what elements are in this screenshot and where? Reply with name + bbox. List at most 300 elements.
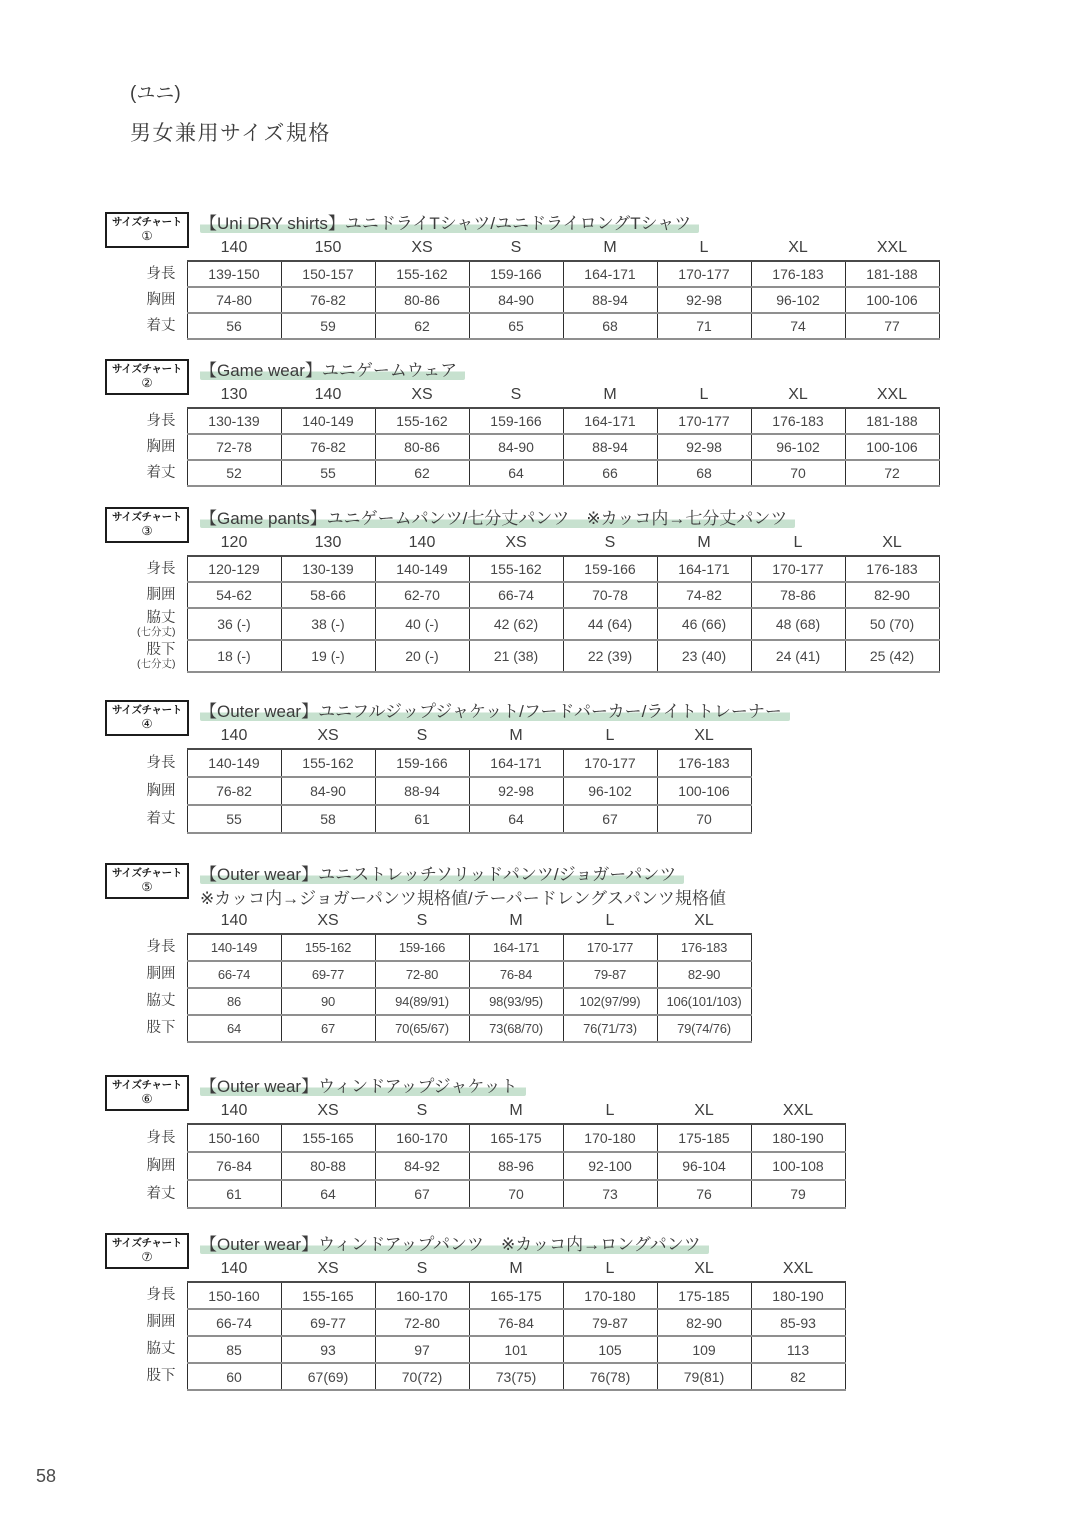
column-header: 150	[281, 237, 375, 261]
size-chart-block-4	[105, 699, 1005, 834]
data-cell: 155-162	[281, 749, 375, 777]
data-cell: 150-160	[187, 1282, 281, 1309]
column-header: 140	[187, 1100, 281, 1124]
data-cell: 56	[187, 313, 281, 339]
data-cell: 84-92	[375, 1152, 469, 1180]
chart-label-box	[105, 1075, 189, 1111]
row-label-sub: (七分丈)	[137, 626, 176, 639]
table-row	[105, 434, 939, 460]
data-cell: 50 (70)	[845, 608, 939, 640]
data-cell: 73(75)	[469, 1363, 563, 1390]
data-cell: 84-90	[281, 777, 375, 805]
data-cell: 64	[469, 460, 563, 486]
data-cell: 66-74	[187, 961, 281, 988]
column-header: M	[657, 532, 751, 556]
column-header: XXL	[845, 237, 939, 261]
column-header: XXL	[751, 1100, 845, 1124]
row-label-text: 身長	[146, 412, 176, 429]
data-cell: 76	[657, 1180, 751, 1208]
row-label-text: 股下	[146, 641, 176, 658]
row-label	[105, 1124, 187, 1152]
data-cell: 72-80	[375, 961, 469, 988]
chart-label-text: サイズチャート	[111, 704, 183, 716]
data-cell: 72	[845, 460, 939, 486]
size-chart-block-5	[105, 862, 1005, 1043]
row-label	[105, 934, 187, 961]
data-cell: 82-90	[845, 582, 939, 608]
data-cell: 76-84	[469, 1309, 563, 1336]
data-cell: 160-170	[375, 1282, 469, 1309]
data-cell: 82-90	[657, 961, 751, 988]
data-cell: 92-98	[469, 777, 563, 805]
data-cell: 20 (-)	[375, 640, 469, 672]
table-row	[105, 749, 751, 777]
column-header: 130	[187, 384, 281, 408]
data-cell: 97	[375, 1336, 469, 1363]
data-cell: 170-177	[657, 261, 751, 287]
data-cell: 160-170	[375, 1124, 469, 1152]
table-row	[105, 961, 751, 988]
data-cell: 79(81)	[657, 1363, 751, 1390]
data-cell: 165-175	[469, 1124, 563, 1152]
data-cell: 65	[469, 313, 563, 339]
data-cell: 92-98	[657, 434, 751, 460]
column-header: S	[375, 910, 469, 934]
data-cell: 155-162	[375, 261, 469, 287]
row-label	[105, 1015, 187, 1042]
data-cell: 86	[187, 988, 281, 1015]
row-label	[105, 460, 187, 486]
data-cell: 62-70	[375, 582, 469, 608]
data-cell: 79	[751, 1180, 845, 1208]
column-header: XL	[657, 725, 751, 749]
column-header: 140	[187, 910, 281, 934]
data-cell: 82	[751, 1363, 845, 1390]
size-chart-block-1	[105, 211, 1005, 340]
column-header: XL	[751, 384, 845, 408]
data-cell: 109	[657, 1336, 751, 1363]
row-label	[105, 287, 187, 313]
size-chart-block-3	[105, 506, 1005, 673]
chart-label-number: ⑤	[141, 880, 153, 895]
data-cell: 159-166	[375, 749, 469, 777]
data-cell: 170-177	[563, 934, 657, 961]
data-cell: 94(89/91)	[375, 988, 469, 1015]
data-cell: 68	[657, 460, 751, 486]
row-label	[105, 1152, 187, 1180]
chart-label-number: ⑦	[141, 1250, 153, 1265]
data-cell: 105	[563, 1336, 657, 1363]
row-label	[105, 805, 187, 833]
data-cell: 70(65/67)	[375, 1015, 469, 1042]
column-header: XL	[657, 910, 751, 934]
size-table-2	[105, 384, 940, 487]
data-cell: 164-171	[469, 934, 563, 961]
column-header: 120	[187, 532, 281, 556]
header-row	[105, 237, 939, 261]
size-table-3	[105, 532, 940, 673]
data-cell: 69-77	[281, 961, 375, 988]
chart-label-box	[105, 507, 189, 543]
data-cell: 139-150	[187, 261, 281, 287]
column-header: 140	[281, 384, 375, 408]
data-cell: 69-77	[281, 1309, 375, 1336]
data-cell: 155-165	[281, 1282, 375, 1309]
data-cell: 164-171	[563, 261, 657, 287]
corner-cell	[105, 910, 187, 934]
data-cell: 120-129	[187, 556, 281, 582]
column-header: L	[563, 1100, 657, 1124]
size-chart-block-2	[105, 358, 1005, 487]
data-cell: 150-157	[281, 261, 375, 287]
row-label	[105, 1363, 187, 1390]
row-label-text: 身長	[146, 939, 176, 956]
table-title-text: 【Outer wear】ユニストレッチソリッドパンツ/ジョガーパンツ	[200, 865, 684, 884]
data-cell: 164-171	[469, 749, 563, 777]
table-row	[105, 988, 751, 1015]
tables	[105, 211, 1005, 1391]
data-cell: 62	[375, 313, 469, 339]
data-cell: 92-98	[657, 287, 751, 313]
data-cell: 70	[751, 460, 845, 486]
data-cell: 61	[187, 1180, 281, 1208]
data-cell: 66-74	[469, 582, 563, 608]
data-cell: 170-180	[563, 1282, 657, 1309]
row-label-text: 着丈	[146, 810, 176, 827]
row-label	[105, 608, 187, 640]
row-label-text: 胴囲	[146, 586, 176, 603]
header-row	[105, 725, 751, 749]
data-cell: 176-183	[657, 749, 751, 777]
data-cell: 70-78	[563, 582, 657, 608]
chart-label-number: ①	[141, 229, 153, 244]
data-cell: 77	[845, 313, 939, 339]
table-title	[200, 699, 1005, 725]
column-header: 140	[187, 1258, 281, 1282]
table-title	[200, 862, 1005, 888]
table-row	[105, 1282, 845, 1309]
table-title	[200, 358, 1005, 384]
data-cell: 23 (40)	[657, 640, 751, 672]
chart-label-box	[105, 863, 189, 899]
data-cell: 100-108	[751, 1152, 845, 1180]
data-cell: 66	[563, 460, 657, 486]
data-cell: 67	[563, 805, 657, 833]
data-cell: 40 (-)	[375, 608, 469, 640]
data-cell: 88-94	[563, 287, 657, 313]
column-header: 130	[281, 532, 375, 556]
row-label	[105, 1282, 187, 1309]
data-cell: 61	[375, 805, 469, 833]
data-cell: 88-94	[375, 777, 469, 805]
data-cell: 92-100	[563, 1152, 657, 1180]
row-label-text: 着丈	[146, 317, 176, 334]
table-row	[105, 805, 751, 833]
row-label-text: 脇丈	[146, 609, 176, 626]
data-cell: 155-165	[281, 1124, 375, 1152]
column-header: S	[469, 237, 563, 261]
table-row	[105, 1363, 845, 1390]
data-cell: 90	[281, 988, 375, 1015]
table-title-text: 【Outer wear】ウィンドアップパンツ ※カッコ内→ロングパンツ	[200, 1235, 709, 1254]
data-cell: 130-139	[187, 408, 281, 434]
row-label	[105, 261, 187, 287]
data-cell: 155-162	[281, 934, 375, 961]
chart-label-number: ⑥	[141, 1092, 153, 1107]
row-label	[105, 640, 187, 672]
data-cell: 78-86	[751, 582, 845, 608]
column-header: XS	[375, 237, 469, 261]
data-cell: 79(74/76)	[657, 1015, 751, 1042]
column-header: XS	[281, 725, 375, 749]
data-cell: 25 (42)	[845, 640, 939, 672]
row-label-text: 脇丈	[146, 993, 176, 1010]
data-cell: 98(93/95)	[469, 988, 563, 1015]
table-title-text: 【Uni DRY shirts】ユニドライTシャツ/ユニドライロングTシャツ	[200, 214, 699, 233]
data-cell: 176-183	[751, 261, 845, 287]
column-header: M	[563, 384, 657, 408]
data-cell: 54-62	[187, 582, 281, 608]
data-cell: 70(72)	[375, 1363, 469, 1390]
data-cell: 170-177	[563, 749, 657, 777]
data-cell: 19 (-)	[281, 640, 375, 672]
column-header: M	[469, 1100, 563, 1124]
row-label	[105, 1309, 187, 1336]
data-cell: 76-82	[281, 287, 375, 313]
data-cell: 164-171	[563, 408, 657, 434]
chart-label-number: ②	[141, 376, 153, 391]
column-header: L	[657, 384, 751, 408]
size-table-5	[105, 910, 752, 1043]
table-row	[105, 1180, 845, 1208]
table-row	[105, 777, 751, 805]
chart-label-number: ④	[141, 717, 153, 732]
data-cell: 24 (41)	[751, 640, 845, 672]
row-label	[105, 961, 187, 988]
column-header: L	[563, 910, 657, 934]
data-cell: 176-183	[657, 934, 751, 961]
data-cell: 36 (-)	[187, 608, 281, 640]
data-cell: 64	[187, 1015, 281, 1042]
table-title-text: 【Game wear】ユニゲームウェア	[200, 361, 465, 380]
table-row	[105, 1015, 751, 1042]
data-cell: 88-96	[469, 1152, 563, 1180]
column-header: XXL	[751, 1258, 845, 1282]
column-header: M	[469, 1258, 563, 1282]
data-cell: 84-90	[469, 434, 563, 460]
size-chart-block-6	[105, 1074, 1005, 1209]
data-cell: 67(69)	[281, 1363, 375, 1390]
row-label-text: 身長	[146, 754, 176, 771]
column-header: S	[563, 532, 657, 556]
row-label-text: 脇丈	[146, 1341, 176, 1358]
data-cell: 88-94	[563, 434, 657, 460]
row-label	[105, 1180, 187, 1208]
size-table-7	[105, 1258, 846, 1391]
row-label	[105, 313, 187, 339]
table-row	[105, 287, 939, 313]
row-label	[105, 988, 187, 1015]
data-cell: 76(71/73)	[563, 1015, 657, 1042]
data-cell: 70	[657, 805, 751, 833]
column-header: L	[563, 1258, 657, 1282]
data-cell: 68	[563, 313, 657, 339]
row-label-text: 胸囲	[146, 291, 176, 308]
data-cell: 74	[751, 313, 845, 339]
data-cell: 73(68/70)	[469, 1015, 563, 1042]
table-title-text: 【Game pants】ユニゲームパンツ/七分丈パンツ ※カッコ内→七分丈パンツ	[200, 509, 795, 528]
table-row	[105, 313, 939, 339]
column-header: L	[751, 532, 845, 556]
data-cell: 170-177	[751, 556, 845, 582]
table-row	[105, 640, 939, 672]
doc-header	[130, 82, 331, 147]
data-cell: 76-82	[187, 777, 281, 805]
data-cell: 84-90	[469, 287, 563, 313]
row-label-text: 胴囲	[146, 1314, 176, 1331]
chart-label-text: サイズチャート	[111, 1079, 183, 1091]
data-cell: 140-149	[281, 408, 375, 434]
data-cell: 64	[469, 805, 563, 833]
column-header: S	[375, 725, 469, 749]
data-cell: 72-80	[375, 1309, 469, 1336]
column-header: 140	[375, 532, 469, 556]
column-header: XS	[281, 910, 375, 934]
table-row	[105, 1309, 845, 1336]
data-cell: 100-106	[845, 434, 939, 460]
data-cell: 96-104	[657, 1152, 751, 1180]
data-cell: 76-84	[469, 961, 563, 988]
column-header: L	[563, 725, 657, 749]
data-cell: 155-162	[375, 408, 469, 434]
data-cell: 159-166	[469, 408, 563, 434]
data-cell: 67	[375, 1180, 469, 1208]
data-cell: 80-88	[281, 1152, 375, 1180]
data-cell: 170-180	[563, 1124, 657, 1152]
data-cell: 96-102	[751, 434, 845, 460]
table-title	[200, 211, 1005, 237]
row-label-text: 股下	[146, 1020, 176, 1037]
data-cell: 46 (66)	[657, 608, 751, 640]
data-cell: 74-82	[657, 582, 751, 608]
data-cell: 102(97/99)	[563, 988, 657, 1015]
table-row	[105, 1336, 845, 1363]
table-row	[105, 934, 751, 961]
table-title	[200, 1232, 1005, 1258]
data-cell: 176-183	[845, 556, 939, 582]
column-header: M	[563, 237, 657, 261]
header-uni-label: (ユニ)	[130, 83, 181, 104]
column-header: M	[469, 910, 563, 934]
chart-label-box	[105, 1233, 189, 1269]
data-cell: 60	[187, 1363, 281, 1390]
data-cell: 150-160	[187, 1124, 281, 1152]
data-cell: 80-86	[375, 287, 469, 313]
row-label-text: 着丈	[146, 464, 176, 481]
data-cell: 74-80	[187, 287, 281, 313]
data-cell: 48 (68)	[751, 608, 845, 640]
data-cell: 159-166	[469, 261, 563, 287]
data-cell: 175-185	[657, 1282, 751, 1309]
data-cell: 71	[657, 313, 751, 339]
data-cell: 159-166	[375, 934, 469, 961]
table-row	[105, 556, 939, 582]
data-cell: 85	[187, 1336, 281, 1363]
chart-label-text: サイズチャート	[111, 1237, 183, 1249]
data-cell: 66-74	[187, 1309, 281, 1336]
column-header: S	[469, 384, 563, 408]
column-header: 140	[187, 237, 281, 261]
table-row	[105, 1124, 845, 1152]
data-cell: 76-84	[187, 1152, 281, 1180]
row-label	[105, 582, 187, 608]
data-cell: 70	[469, 1180, 563, 1208]
data-cell: 79-87	[563, 1309, 657, 1336]
column-header: S	[375, 1100, 469, 1124]
data-cell: 113	[751, 1336, 845, 1363]
data-cell: 93	[281, 1336, 375, 1363]
chart-label-number: ③	[141, 524, 153, 539]
column-header: XS	[281, 1100, 375, 1124]
header-row	[105, 532, 939, 556]
data-cell: 96-102	[751, 287, 845, 313]
data-cell: 55	[187, 805, 281, 833]
row-label-text: 胸囲	[146, 438, 176, 455]
row-label-text: 身長	[146, 1287, 176, 1304]
data-cell: 180-190	[751, 1282, 845, 1309]
chart-label-box	[105, 212, 189, 248]
data-cell: 21 (38)	[469, 640, 563, 672]
table-title	[200, 506, 1005, 532]
data-cell: 58	[281, 805, 375, 833]
column-header: L	[657, 237, 751, 261]
data-cell: 59	[281, 313, 375, 339]
data-cell: 79-87	[563, 961, 657, 988]
size-table-6	[105, 1100, 846, 1209]
data-cell: 62	[375, 460, 469, 486]
header-row	[105, 384, 939, 408]
data-cell: 101	[469, 1336, 563, 1363]
data-cell: 73	[563, 1180, 657, 1208]
data-cell: 100-106	[845, 287, 939, 313]
data-cell: 106(101/103)	[657, 988, 751, 1015]
column-header: M	[469, 725, 563, 749]
header-row	[105, 910, 751, 934]
chart-label-text: サイズチャート	[111, 216, 183, 228]
data-cell: 72-78	[187, 434, 281, 460]
column-header: S	[375, 1258, 469, 1282]
data-cell: 76-82	[281, 434, 375, 460]
data-cell: 38 (-)	[281, 608, 375, 640]
chart-label-box	[105, 700, 189, 736]
row-label-text: 胸囲	[146, 782, 176, 799]
data-cell: 82-90	[657, 1309, 751, 1336]
data-cell: 176-183	[751, 408, 845, 434]
header-row	[105, 1258, 845, 1282]
table-title-text: 【Outer wear】ウィンドアップジャケット	[200, 1077, 526, 1096]
data-cell: 64	[281, 1180, 375, 1208]
column-header: XXL	[845, 384, 939, 408]
table-title	[200, 1074, 1005, 1100]
column-header: 140	[187, 725, 281, 749]
table-row	[105, 582, 939, 608]
table-title-note: ※カッコ内→ジョガーパンツ規格値/テーパードレングスパンツ規格値	[200, 889, 726, 908]
row-label-text: 身長	[146, 1129, 176, 1146]
chart-label-text: サイズチャート	[111, 867, 183, 879]
data-cell: 170-177	[657, 408, 751, 434]
data-cell: 181-188	[845, 408, 939, 434]
row-label-text: 身長	[146, 265, 176, 282]
